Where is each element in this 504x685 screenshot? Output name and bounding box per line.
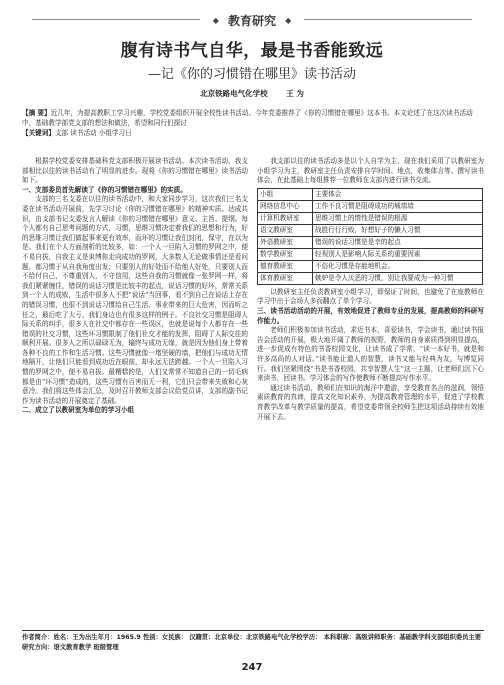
diamond-icon: ◆ [285, 16, 292, 25]
keywords-text: 支部 读书活动 小组学习日 [54, 129, 132, 137]
table-cell: 数学教研室 [258, 248, 313, 260]
table-cell: 计算机教研室 [258, 212, 313, 224]
table-row [258, 260, 483, 272]
footnote-divider [22, 630, 484, 631]
abstract [22, 108, 484, 138]
table-cell: 思维习惯上的惰性是错误的根源 [313, 212, 483, 224]
table-row [258, 236, 483, 248]
right-column [257, 157, 484, 422]
author-footnote: 作者简介：姓名：王为出生年月：1965.9 性别：女民族： 汉籍贯：北京单位：北京铁路电气化学校学历： 本科职称：高级讲师职务：基础教学科支部组织委员主要研究方向：语文教育教学 班级管理 [22, 634, 482, 651]
table-row [258, 272, 483, 284]
body-paragraph: 根据学校党委安排基础科党支部积极开展读书活动。本次读书活动，我支部相比以往的读书活动有了明显的进步。现将《你的习惯错在哪里》读书活动如下。 [22, 157, 248, 185]
body-paragraph: 支部的三名支委在以往的读书活动中，和大家同步学习，这次我们三名支委在读书活动开展前，先学习讨论《你的习惯错在哪里》的精神实质。达成共识，由支部书记支委发言人解读《你的习惯错在哪里》意义、主旨、提纲。每个人都有自己思考问题的方式，习惯，思维习惯决定着我们的思想和行为，好的思维习惯让我们做起事来更有效率，而坏的习惯让我们封闭，保守，在以为是。我们在个人方面剖析的比较多，如：一个人一旦陷入习惯的罗网之中，便不易自拔，自我主义是束缚你走向成功的罗网，大多数人无论做事情还是看问题，都习惯于从自我角度出发；只要别人的好处而不给他人好处，只要别人而不给付自己，不尊重别人，不守信用，这些自我的习惯就像一张罗网一样，将我们紧紧缠住，错误的说话习惯是比较丰的起点，说话习惯的好坏，常常关系到一个人的成败，生活中很多人不把“说话”当回事，看不到自己在说话上存在的错误习惯，也很不到说话习惯给自己生活、事业带来的巨大危害，因而听之任之，最后吃了大亏，我们身边也有很多这样的例子。不良社交习惯是阻碍人际关系的纠手，很多人在社交中都存在一些误区，也就是说每个人都存在一些错误的社交习惯，这些坏习惯限制了他们社交才能的发挥，阻碍了人际交往的顺利开展。很多人之所以碌碌无为，输终与成功无缘，就是因为他们身上带着各种不良的工作和生活习惯。这些习惯就像一堵坚硬的墙，把他们与成功无情地隔开，让他们只能看到成功近在眼前，却永远无法跨越。一个人一旦陷入习惯的罗网之中，便不易自拔。最糟糕的是，人们又常常不知道自己的一切毛病都是由“坏习惯”造成的，这些习惯有百害而无一利，它们只会带来失败和心灰意冷。我们将这些体会汇总，及时召开教师支部会议给党员讲，支部的副书记作为读书活动的开展奠定了基础。 [22, 195, 248, 405]
table-cell: 不俗化习惯是存能地机会。 [313, 260, 483, 272]
abstract-label: 【摘 要】 [22, 109, 51, 117]
table-cell: 嫉妒是令人厌恶的习惯，别让我要成为一种习惯 [313, 272, 483, 284]
study-group-table [257, 188, 483, 285]
page-number: 247 [241, 662, 263, 673]
abstract-text: 近几年，为提高教职工学习兴趣，学校党委组织开展全校性读书活动。今年党委推荐了《你的习惯错在哪里》这本书。本文论述了在这次读书活动中，基础教学部党支部的想法和做法，希望和同行们探讨 [22, 109, 473, 127]
body-paragraph: 我支部以往的读书活动多是以个人自学为主，现在我们采用了以教研室为小组学习为主，教研室主任负责安排自学时间、地点，收集体言等。撰写读书体会，在此基础上每组推荐一位教师在支部内进行读书交流。 [257, 157, 484, 185]
table-row [258, 248, 483, 260]
diamond-icon: ◆ [212, 16, 219, 25]
table-cell: 网络信息中心 [258, 200, 313, 212]
table-row [258, 224, 483, 236]
section-label: 教育研究 [227, 14, 276, 28]
body-paragraph: 通过读书活动，教师们在知识的海洋中遨游，享受教育名言的滋润，领悟素质教育的真谛，提高文化知识素养，为提高教育管理的水平，促进了学校教育教学改革与教学质量的提高，希望党委带领全校师生把这项活动持续有效地开展下去。 [257, 383, 484, 421]
table-row [258, 200, 483, 212]
table-cell: 错误的说话习惯是是幸的起点 [313, 236, 483, 248]
table-cell: 战胜行行行败，好想好子的懒人习惯 [313, 224, 483, 236]
section-heading-2: 二、成立了以教研室为单位的学习小组 [22, 406, 135, 415]
table-cell: 小组 [258, 188, 313, 200]
section-heading-1: 一、支部委员首先解读了《你的习惯错在哪里》的实质。 [22, 185, 187, 194]
table-cell: 体育教研室 [258, 272, 313, 284]
body-paragraph: 老师们积极参加读书活动，求近书本，喜爱读书，学会读书，通过读书报告会活动的开展，极大地开阔了教师的视野，教师的自身素质得到明显提高，进一步促成有特色的书香校园文化，让读书成了学常，“读一本好书，就是和许多高尚的人对话。”读书能让道人的智慧，读书又能与经典为友，与博览同行。我们坚紧围绕“书是书香校园，共享智慧人生”这一主题，让老师们沉下心来读书，回读书。学习体会的写作使教师不断提高写作水平。 [257, 326, 484, 383]
table-cell: 德育教研室 [258, 260, 313, 272]
author-line [0, 88, 504, 99]
author-affiliation: 北京铁路电气化学校 [200, 89, 268, 98]
table-cell: 工作不良习惯是阻碍成功的城墙墙 [313, 200, 483, 212]
body-paragraph: 以教研室主任负责教研室小组学习，即保证了时间，也避免了在座教师在学习中出于会场人多而翻点了单个学习。 [257, 287, 484, 306]
table-cell: 语文教研室 [258, 224, 313, 236]
table-cell: 轻视别人是影响人际关系的重要因素 [313, 248, 483, 260]
header-rule-left [32, 19, 200, 20]
header-rule-right [304, 19, 472, 20]
article-subtitle: —记《你的习惯错在哪里》读书活动 [147, 67, 356, 82]
table-row [258, 212, 483, 224]
left-column [22, 157, 248, 416]
keywords-label: 【关键词】 [22, 129, 55, 137]
article-title: 腹有诗书气自华，最是书香能致远 [120, 41, 384, 61]
table-row [258, 188, 483, 200]
table-cell: 主要体会 [313, 188, 483, 200]
section-heading-3: 三、读书活动活动的开展，有效地促进了教师专业的发展，提高教师的科研写作能力。 [257, 306, 484, 325]
table-cell: 外语教研室 [258, 236, 313, 248]
author-name: 王 为 [286, 89, 304, 98]
section-header [0, 10, 504, 29]
